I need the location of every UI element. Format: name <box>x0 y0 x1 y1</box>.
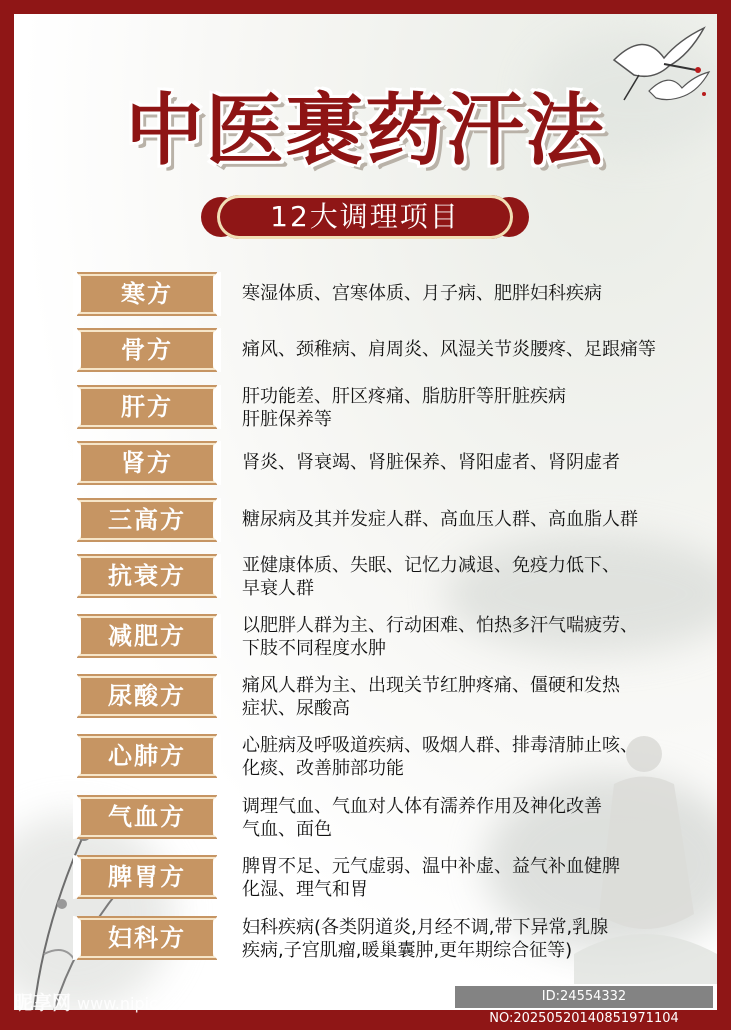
treatment-description <box>242 614 702 660</box>
treatment-description <box>242 508 702 531</box>
treatment-description <box>242 451 702 474</box>
treatment-name-tag: 骨方 <box>79 330 215 370</box>
treatment-description <box>242 385 702 431</box>
description-line: 以肥胖人群为主、行动困难、怕热多汗气喘疲劳、 <box>242 615 638 636</box>
description-line: 痛风、颈稚病、肩周炎、风湿关节炎腰疼、足跟痛等 <box>242 339 656 360</box>
treatment-name-tag: 寒方 <box>79 274 215 314</box>
treatment-description <box>242 338 702 361</box>
watermark-brand: 昵享网 <box>14 992 72 1014</box>
description-line: 糖尿病及其并发症人群、高血压人群、高血脂人群 <box>242 509 638 530</box>
description-line: 化痰、改善肺部功能 <box>242 758 404 779</box>
description-line: 肝脏保养等 <box>242 409 332 430</box>
page-title: 中医裹药汗法 <box>125 85 606 176</box>
description-line: 调理气血、气血对人体有濡养作用及神化改善 <box>242 796 602 817</box>
watermark-left <box>14 988 182 1015</box>
treatment-description <box>242 554 702 600</box>
treatment-name-tag: 脾胃方 <box>79 857 215 897</box>
description-line: 肾炎、肾衰竭、肾脏保养、肾阳虚者、肾阴虚者 <box>242 452 620 473</box>
treatment-name-tag: 肾方 <box>79 443 215 483</box>
watermark-id: ID:24554332 NO:20250520140851971104 <box>455 986 713 1008</box>
watermark-url: www.nipic.cn <box>77 994 182 1013</box>
description-line: 疾病,子宫肌瘤,暖巢囊肿,更年期综合征等) <box>242 940 573 961</box>
subtitle-banner <box>199 191 531 243</box>
treatment-name-tag: 心肺方 <box>79 736 215 776</box>
description-line: 亚健康体质、失眠、记忆力减退、免疫力低下、 <box>242 555 620 576</box>
treatment-name-tag: 妇科方 <box>79 918 215 958</box>
description-line: 脾胃不足、元气虚弱、温中补虚、益气补血健脾 <box>242 856 620 877</box>
subtitle-label: 12大调理项目 <box>217 195 513 239</box>
description-line: 肝功能差、肝区疼痛、脂肪肝等肝脏疾病 <box>242 386 566 407</box>
treatment-name-tag: 气血方 <box>79 797 215 837</box>
treatment-description <box>242 282 702 305</box>
description-line: 症状、尿酸高 <box>242 698 350 719</box>
description-line: 心脏病及呼吸道疾病、吸烟人群、排毒清肺止咳、 <box>242 735 638 756</box>
treatment-description <box>242 795 702 841</box>
treatment-description <box>242 674 702 720</box>
treatment-description <box>242 734 702 780</box>
treatment-name-tag: 尿酸方 <box>79 676 215 716</box>
treatment-name-tag: 肝方 <box>79 387 215 427</box>
description-line: 气血、面色 <box>242 819 332 840</box>
description-line: 妇科疾病(各类阴道炎,月经不调,带下异常,乳腺 <box>242 917 609 938</box>
description-line: 早衰人群 <box>242 578 314 599</box>
treatment-name-tag: 减肥方 <box>79 616 215 656</box>
description-line: 寒湿体质、宫寒体质、月子病、肥胖妇科疾病 <box>242 283 602 304</box>
description-line: 化湿、理气和胃 <box>242 879 368 900</box>
treatment-description <box>242 916 702 962</box>
treatment-description <box>242 855 702 901</box>
treatment-name-tag: 三高方 <box>79 500 215 540</box>
treatment-name-tag: 抗衰方 <box>79 556 215 596</box>
description-line: 痛风人群为主、出现关节红肿疼痛、僵硬和发热 <box>242 675 620 696</box>
description-line: 下肢不同程度水肿 <box>242 638 386 659</box>
